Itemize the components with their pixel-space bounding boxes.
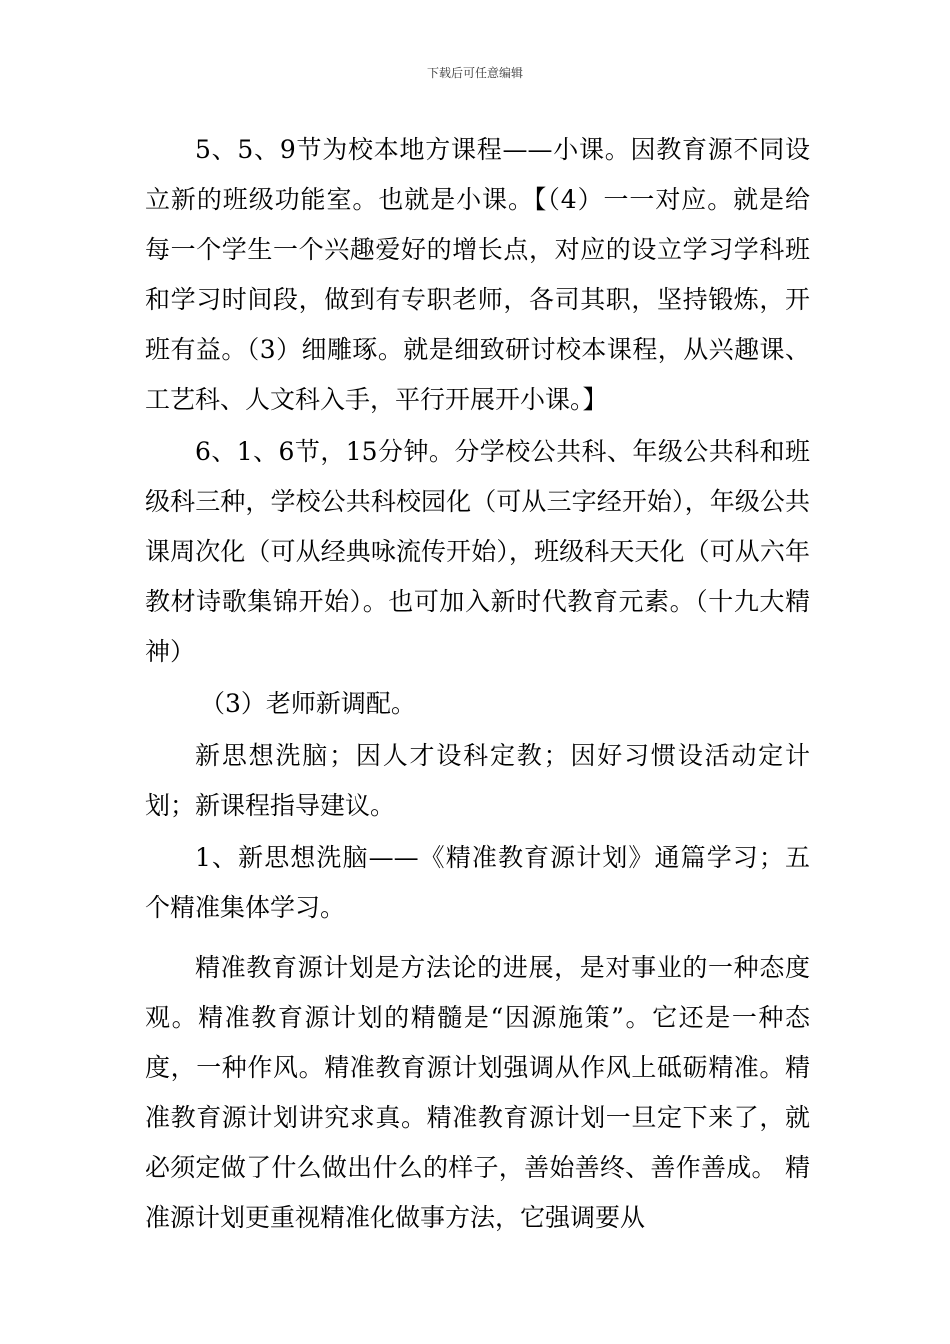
paragraph-precision-plan: 精准教育源计划是方法论的进展，是对事业的一种态度观。精准教育源计划的精髓是“因源施策”。它还是一种态度，一种作风。精准教育源计划强调从作风上砥砺精准。精准教育源计划讲究求真。精准教育源计划一旦定下来了，就必须定做了什么做出什么的样子，善始善终、善作善成。 精准源计划更重视精准化做事方法，它强调要从 bbox=[145, 953, 810, 1232]
paragraph-new-thinking-study: 1、新思想洗脑——《精准教育源计划》通篇学习；五个精准集体学习。 bbox=[145, 843, 810, 922]
page-header: 下载后可任意编辑 bbox=[426, 66, 523, 80]
document-body bbox=[145, 125, 810, 1243]
paragraph-school-course: 5、5、9节为校本地方课程——小课。因教育源不同设立新的班级功能室。也就是小课。【（4）一一对应。就是给每一个学生一个兴趣爱好的增长点，对应的设立学习学科班和学习时间段，做到有专职老师，各司其职，坚持锻炼，开班有益。（3）细雕琢。就是细致研讨校本课程，从兴趣课、工艺科、人文科入手，平行开展开小课。】 bbox=[145, 135, 810, 414]
paragraph-teacher-allocation: （3）老师新调配。 bbox=[200, 689, 416, 718]
paragraph-new-thinking-summary: 新思想洗脑；因人才设科定教；因好习惯设活动定计划；新课程指导建议。 bbox=[145, 741, 810, 820]
paragraph-public-course: 6、1、6节，15分钟。分学校公共科、年级公共科和班级科三种，学校公共科校园化（可从三字经开始），年级公共课周次化（可从经典咏流传开始），班级科天天化（可从六年教材诗歌集锦开始）。也可加入新时代教育元素。（十九大精神） bbox=[145, 437, 810, 666]
